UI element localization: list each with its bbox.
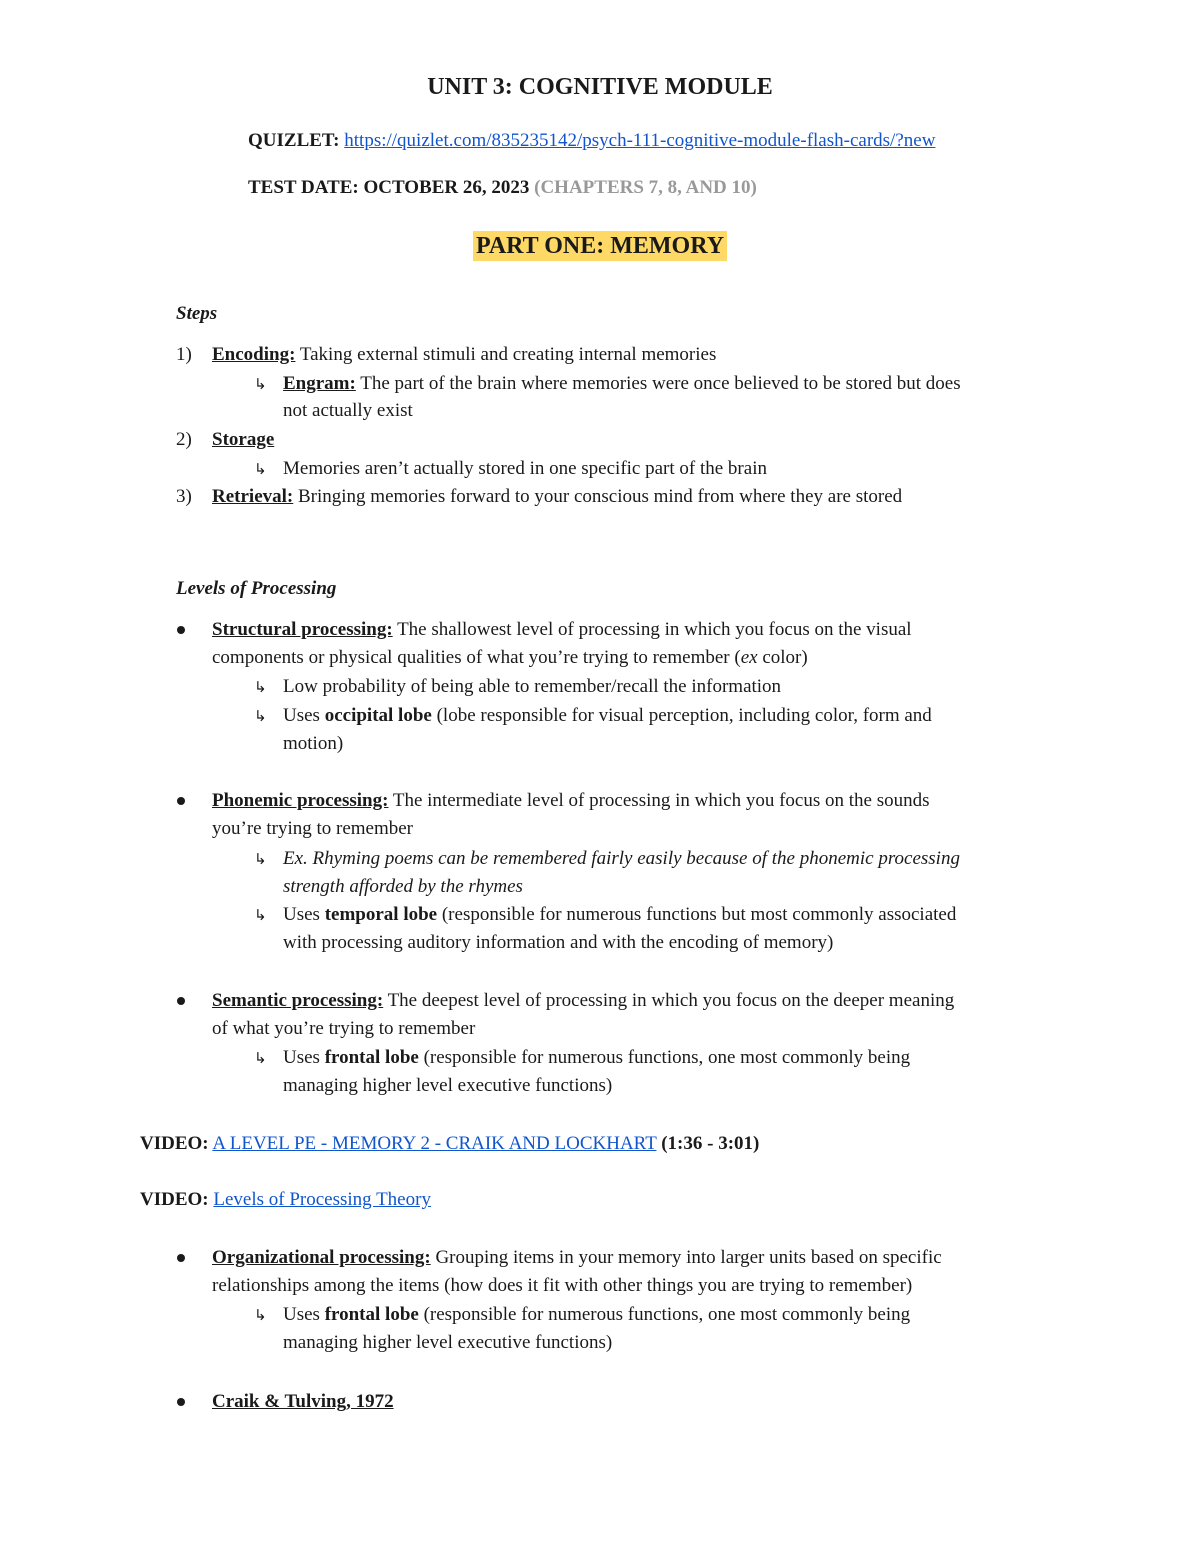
sub-arrow-icon: ↳ [254,678,267,696]
structural-sub-2-cont: motion) [283,733,344,754]
video-line-1 [140,1130,759,1158]
organizational-line-2: relationships among the items (how does it fit with other things you are trying to remember) [212,1275,913,1296]
engram-text-cont: not actually exist [283,400,413,421]
steps-heading: Steps [176,303,218,324]
phonemic-term: Phonemic processing: [212,790,389,811]
step-number-1: 1) [176,344,192,365]
structural-line-1 [212,616,912,644]
step-number-2: 2) [176,429,192,450]
lobe-description: (responsible for numerous functions, one most commonly being [418,1047,911,1068]
test-date-line [248,174,757,202]
video-label: VIDEO: [140,1133,209,1154]
sub-arrow-icon: ↳ [254,460,267,478]
semantic-line-1 [212,987,954,1015]
quizlet-link[interactable]: https://quizlet.com/835235142/psych-111-cognitive-module-flash-cards/?new [344,130,936,151]
uses-text: Uses [283,1304,325,1325]
engram-line [283,370,961,398]
step-encoding [212,341,716,369]
organizational-sub-1 [283,1301,910,1329]
part-one-heading: PART ONE: MEMORY [473,231,727,261]
video-line-2 [140,1186,431,1214]
craik-tulving-heading: Craik & Tulving, 1972 [212,1391,394,1412]
step-retrieval [212,483,902,511]
phonemic-line-2: you’re trying to remember [212,818,414,839]
phonemic-sub-2 [283,901,956,929]
structural-sub-1: Low probability of being able to remember/recall the information [283,676,782,697]
video-label: VIDEO: [140,1189,209,1210]
part-one-heading-row [0,232,1200,262]
organizational-term: Organizational processing: [212,1247,431,1268]
organizational-line-1 [212,1244,942,1272]
storage-sub: Memories aren’t actually stored in one specific part of the brain [283,458,767,479]
sub-arrow-icon: ↳ [254,375,267,393]
organizational-text: Grouping items in your memory into larger units based on specific [430,1247,942,1268]
uses-text: Uses [283,1047,325,1068]
uses-text: Uses [283,904,325,925]
video-link-craik-lockhart[interactable]: A LEVEL PE - MEMORY 2 - CRAIK AND LOCKHART [212,1133,657,1154]
bullet-icon [177,797,185,805]
step-term: Retrieval: [212,486,294,507]
sub-arrow-icon: ↳ [254,1049,267,1067]
uses-text: Uses [283,705,325,726]
occipital-lobe: occipital lobe [324,705,432,726]
document-title: UNIT 3: COGNITIVE MODULE [427,74,773,100]
structural-ex-text: color) [757,647,808,668]
lobe-description: (lobe responsible for visual perception, including color, form and [431,705,932,726]
phonemic-text: The intermediate level of processing in which you focus on the sounds [388,790,930,811]
frontal-lobe: frontal lobe [324,1304,419,1325]
structural-text: The shallowest level of processing in which you focus on the visual [392,619,912,640]
sub-arrow-icon: ↳ [254,906,267,924]
semantic-sub-1 [283,1044,910,1072]
phonemic-sub-2-cont: with processing auditory information and with the encoding of memory) [283,932,834,953]
semantic-term: Semantic processing: [212,990,384,1011]
step-text: Bringing memories forward to your conscious mind from where they are stored [293,486,903,507]
organizational-sub-1-cont: managing higher level executive functions) [283,1332,613,1353]
lobe-description: (responsible for numerous functions but most commonly associated [437,904,957,925]
chapters-note: (CHAPTERS 7, 8, AND 10) [534,177,757,198]
structural-text-cont: components or physical qualities of what you’re trying to remember ( [212,647,741,668]
step-term: Encoding: [212,344,296,365]
levels-heading: Levels of Processing [176,578,337,599]
structural-sub-2 [283,702,932,730]
test-date-label: TEST DATE: OCTOBER 26, 2023 [248,177,530,198]
bullet-icon [177,626,185,634]
structural-line-2 [212,644,808,672]
structural-ex: ex [740,647,758,668]
phonemic-sub-1-cont: strength afforded by the rhymes [283,876,523,897]
quizlet-line [248,127,935,155]
bullet-icon [177,1398,185,1406]
semantic-sub-1-cont: managing higher level executive functions) [283,1075,613,1096]
structural-term: Structural processing: [212,619,393,640]
quizlet-label: QUIZLET: [248,130,340,151]
bullet-icon [177,997,185,1005]
lobe-description: (responsible for numerous functions, one most commonly being [418,1304,911,1325]
phonemic-line-1 [212,787,929,815]
step-text: Taking external stimuli and creating internal memories [295,344,717,365]
semantic-line-2: of what you’re trying to remember [212,1018,476,1039]
sub-arrow-icon: ↳ [254,850,267,868]
video-timestamp: (1:36 - 3:01) [661,1133,760,1154]
semantic-text: The deepest level of processing in which you focus on the deeper meaning [383,990,955,1011]
step-number-3: 3) [176,486,192,507]
sub-arrow-icon: ↳ [254,707,267,725]
sub-arrow-icon: ↳ [254,1306,267,1324]
engram-term: Engram: [283,373,356,394]
video-link-levels-theory[interactable]: Levels of Processing Theory [213,1189,431,1210]
bullet-icon [177,1254,185,1262]
step-storage [212,426,274,454]
step-term: Storage [212,429,275,450]
frontal-lobe: frontal lobe [324,1047,419,1068]
temporal-lobe: temporal lobe [324,904,438,925]
engram-text: The part of the brain where memories were once believed to be stored but does [355,373,961,394]
phonemic-sub-1: Ex. Rhyming poems can be remembered fairly easily because of the phonemic processing [283,848,960,869]
